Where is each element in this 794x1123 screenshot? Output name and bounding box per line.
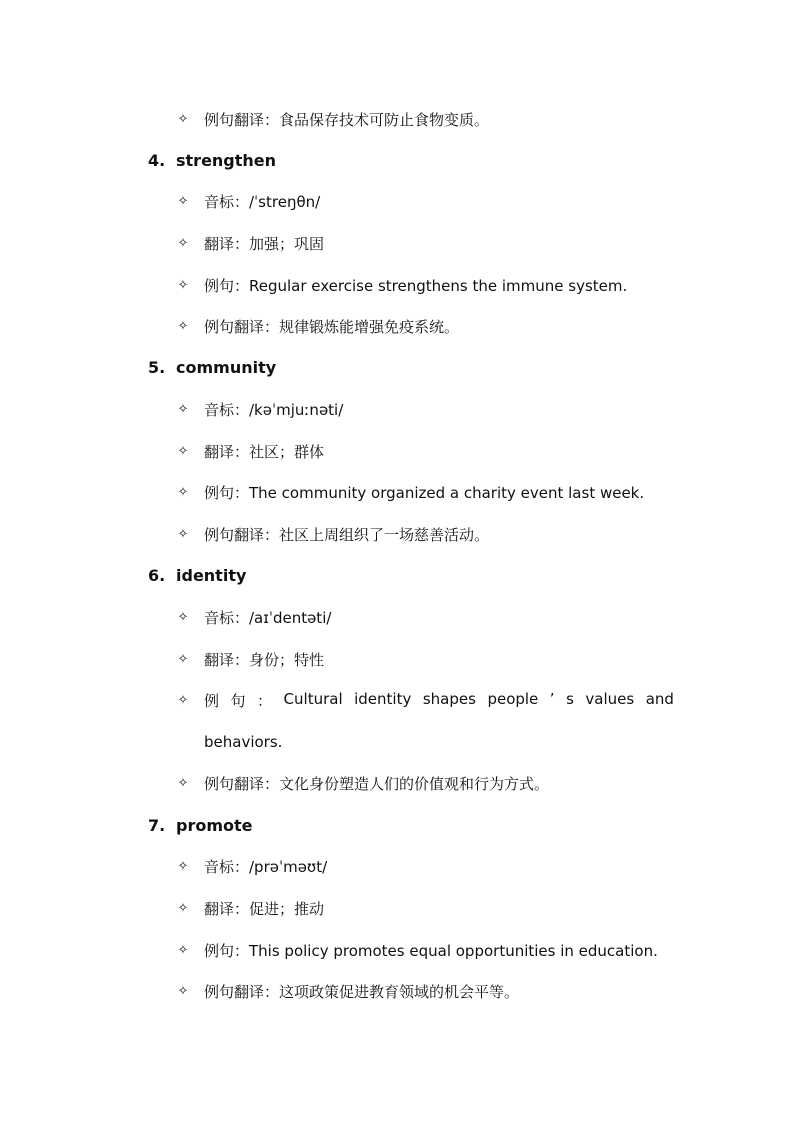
heading-word: community — [176, 357, 277, 377]
heading-number: 5. — [148, 357, 166, 377]
bullet-text: 例句翻译：这项政策促进教育领域的机会平等。 — [204, 982, 520, 1001]
bullet-text-word: 句 — [230, 691, 246, 710]
bullet-text: 例句翻译：规律锻炼能增强免疫系统。 — [204, 317, 460, 336]
diamond-bullet-icon: ✧ — [177, 983, 189, 999]
bullet-item — [176, 231, 324, 255]
bullet-item — [176, 979, 519, 1003]
bullet-text: 音标：/prəˈməʊt/ — [204, 857, 328, 876]
diamond-bullet-icon: ✧ — [177, 443, 189, 459]
bullet-item — [176, 771, 549, 795]
diamond-bullet-icon: ✧ — [177, 692, 189, 708]
diamond-bullet-icon: ✧ — [177, 900, 189, 916]
bullet-text: 例句翻译：文化身份塑造人们的价值观和行为方式。 — [204, 774, 550, 793]
bullet-item — [176, 314, 459, 338]
diamond-bullet-icon: ✧ — [177, 942, 189, 958]
diamond-bullet-icon: ✧ — [177, 277, 189, 293]
bullet-text: 音标：/ˈstreŋθn/ — [204, 192, 321, 211]
word-heading — [148, 355, 276, 379]
bullet-text: 音标：/aɪˈdentəti/ — [204, 608, 332, 627]
diamond-bullet-icon: ✧ — [177, 858, 189, 874]
diamond-bullet-icon: ✧ — [177, 484, 189, 500]
bullet-text: 例句翻译：社区上周组织了一场慈善活动。 — [204, 525, 490, 544]
bullet-item — [176, 522, 489, 546]
word-heading — [148, 813, 253, 837]
heading-word: identity — [176, 565, 247, 585]
word-heading — [148, 563, 246, 587]
bullet-text: 例句翻译：食品保存技术可防止食物变质。 — [204, 110, 490, 129]
bullet-item — [176, 938, 658, 962]
bullet-text: 例句：Regular exercise strengthens the immune system. — [204, 276, 628, 295]
diamond-bullet-icon: ✧ — [177, 609, 189, 625]
diamond-bullet-icon: ✧ — [177, 111, 189, 127]
bullet-item — [176, 480, 644, 504]
bullet-item — [176, 107, 489, 131]
bullet-item — [176, 688, 674, 712]
diamond-bullet-icon: ✧ — [177, 526, 189, 542]
diamond-bullet-icon: ✧ — [177, 651, 189, 667]
bullet-text-word: people — [487, 689, 539, 708]
bullet-text: 翻译：促进；推动 — [204, 899, 325, 918]
diamond-bullet-icon: ✧ — [177, 318, 189, 334]
bullet-text: 翻译：社区；群体 — [204, 442, 325, 461]
heading-number: 4. — [148, 150, 166, 170]
heading-word: strengthen — [176, 150, 277, 170]
heading-number: 7. — [148, 815, 166, 835]
bullet-item — [176, 647, 324, 671]
bullet-text-word: ： — [257, 691, 273, 710]
diamond-bullet-icon: ✧ — [177, 235, 189, 251]
bullet-text-word: identity — [354, 689, 412, 708]
bullet-text-word: 例 — [204, 691, 220, 710]
diamond-bullet-icon: ✧ — [177, 401, 189, 417]
bullet-item — [176, 273, 627, 297]
bullet-item — [176, 854, 327, 878]
bullet-item — [176, 896, 324, 920]
bullet-text-word: Cultural — [283, 689, 343, 708]
word-heading — [148, 148, 276, 172]
heading-number: 6. — [148, 565, 166, 585]
bullet-text: 翻译：身份；特性 — [204, 650, 325, 669]
bullet-text: 翻译：加强；巩固 — [204, 234, 325, 253]
bullet-text-continuation: behaviors. — [204, 733, 283, 751]
bullet-text-word: shapes — [422, 689, 476, 708]
bullet-text — [204, 690, 674, 711]
bullet-item — [176, 397, 343, 421]
bullet-text: 例句：The community organized a charity event last week. — [204, 483, 645, 502]
diamond-bullet-icon: ✧ — [177, 193, 189, 209]
bullet-text-word: ’ — [549, 689, 555, 708]
bullet-text-word: and — [645, 689, 674, 708]
bullet-item — [176, 605, 331, 629]
diamond-bullet-icon: ✧ — [177, 775, 189, 791]
bullet-text-word: values — [585, 689, 635, 708]
bullet-item — [176, 439, 324, 463]
bullet-text-word: s — [566, 689, 574, 708]
bullet-item — [176, 189, 320, 213]
heading-word: promote — [176, 815, 253, 835]
bullet-text: 音标：/kəˈmjuːnəti/ — [204, 400, 344, 419]
bullet-text: 例句：This policy promotes equal opportunities in education. — [204, 941, 658, 960]
